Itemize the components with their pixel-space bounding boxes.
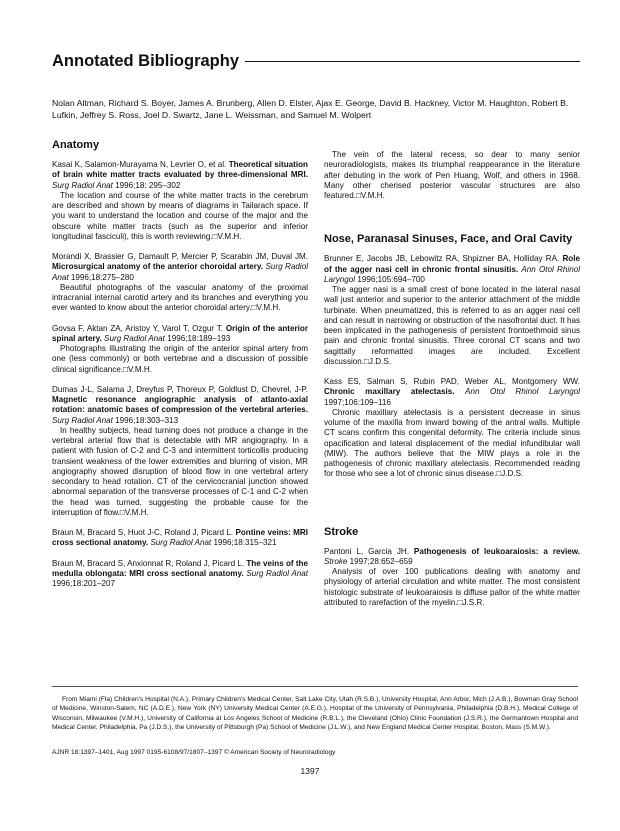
page-number: 1397	[300, 766, 320, 776]
entry-journal: Ann Otol Rhinol Laryngol	[465, 387, 580, 397]
entry-journal: Surg Radiol Anat	[150, 538, 212, 548]
bib-entry	[52, 252, 308, 314]
entry-title: Role of the agger nasi cell in chronic frontal sinusitis.	[324, 254, 580, 274]
bib-entry	[52, 559, 308, 590]
entry-authors: Brunner E, Jacobs JB, Lebowitz RA, Shpizner BA, Holliday RA.	[324, 254, 560, 264]
entry-title: Pathogenesis of leukoaraiosis: a review.	[413, 546, 580, 556]
citation	[52, 252, 308, 283]
entry-title: Origin of the anterior spinal artery.	[52, 323, 308, 343]
entry-abstract: In healthy subjects, head turning does not produce a change in the vertebral arterial flow that is detectable with MR angiography. In a patient with fusion of C-2 and C-3 and intermittent torticollis producing transient weakness of the lower extremities and blurring of vision, MR angiography showed disruption of blood flow in one vertebral artery secondary to head rotation. CT of the cervicocranial junction showed abnormal separation of the transverse processes of C-1 and C-2 when the head was turned, suggesting the probable cause for the interruption of flow.□V.M.H.	[52, 425, 308, 517]
entry-journal: Surg Radiol Anat	[52, 415, 113, 425]
entry-authors: Dumas J-L, Salama J, Dreyfus P, Thoreux P, Goldlust D, Chevrel, J-P.	[52, 384, 308, 394]
entry-journal: Surg Radiol Anat	[104, 333, 165, 343]
citation	[52, 160, 308, 191]
citation	[52, 324, 308, 345]
entry-abstract: Chronic maxillary atelectasis is a persistent decrease in sinus volume of the maxilla from inward bowing of the antral walls. Multiple CT scans confirm this congenital deformity. The criteria include sinus opacification and lateral displacement of the medial infundibular wall (MIW). The authors believe that the MIW plays a role in the pathogenesis of chronic maxillary atelectasis. Recommended reading for those who see a lot of chronic sinus disease.□J.D.S.	[324, 407, 580, 479]
section-heading-nose: Nose, Paranasal Sinuses, Face, and Oral Cavity	[324, 233, 573, 246]
entry-title: Pontine veins: MRI cross sectional anatomy.	[52, 528, 308, 548]
entry-journal: Ann Otol Rhinol Laryngol	[324, 264, 581, 284]
entry-title: Chronic maxillary atelectasis.	[324, 387, 455, 397]
bib-entry	[324, 254, 580, 367]
entry-title: The veins of the medulla oblongata: MRI cross sectional anatomy.	[52, 558, 308, 578]
entry-authors: Morandi X, Brassier G, Damault P, Mercier P, Scarabin JM, Duval JM.	[52, 252, 308, 261]
bib-entry	[52, 324, 308, 375]
entry-authors: Pantoni L, Garcia JH.	[324, 546, 409, 556]
affiliations-text: From Miami (Fla) Children’s Hospital (N.A.), Primary Children’s Medical Center, Salt Lake City, Utah (R.S.B.), University Hospital, Ann Arbor, Mich (J.A.B.), Bowman Gray School of Medicine, Winston-Salem, NC (A.D.E.), New York (NY) University Medical Center (A.E.G.), Hospital of the University of Pennsylvania, Philadelphia (D.B.H.), Medical College of Wisconsin, Milwaukee (V.M.H.), University of California at Los Angeles School of Medicine (R.B.L.), the Cleveland (Ohio) Clinic Foundation (J.S.R.), the Germantown Hospital and Medical Center, Philadelphia, Pa (J.D.S.), the University of Pittsburgh (Pa) School of Medicine (J.L.W.), and New England Medical Center Hospital, Boston, Mass (S.M.W.).	[52, 696, 578, 731]
journal-citation-line: AJNR 18:1397–1401, Aug 1997 0195-6108/97/1807–1397 © American Society of Neuroradiology	[52, 749, 336, 756]
entry-authors: Kasai K, Salamon-Murayama N, Levrier O, et al.	[52, 160, 227, 169]
bib-entry	[324, 547, 580, 609]
entry-ref: 1997;106:109–116	[324, 397, 391, 407]
entry-authors: Govsa F, Aktan ZA, Aristoy Y, Varol T, Ozgur T.	[52, 323, 224, 333]
entry-ref: 1996;18:315–321	[213, 538, 277, 548]
entry-ref: 1996;18: 295–302	[115, 180, 181, 190]
bib-entry	[52, 385, 308, 518]
entry-authors: Braun M, Bracard S, Anxionnat R, Roland J, Picard L.	[52, 558, 245, 568]
entry-ref: 1996;18:275–280	[70, 272, 134, 282]
right-column	[324, 150, 580, 618]
section-heading-stroke: Stroke	[324, 525, 359, 538]
page-title: Annotated Bibliography	[52, 52, 239, 70]
section-heading-anatomy: Anatomy	[52, 139, 100, 151]
citation	[324, 254, 580, 285]
bib-entry	[52, 160, 308, 242]
affiliation-footnote	[52, 686, 578, 732]
entry-ref: 1996;18:189–193	[167, 333, 231, 343]
entry-title: Theoretical situation of brain white matter tracts evaluated by three-dimensional MRI.	[52, 160, 308, 180]
citation	[324, 377, 580, 408]
entry-ref: 1996;18:303–313	[115, 415, 179, 425]
title-rule	[245, 61, 580, 62]
entry-abstract: The agger nasi is a small crest of bone located in the lateral nasal wall just anterior and superior to the anterior attachment of the middle turbinate. When pneumatized, this is referred to as an agger nasi cell and can result in narrowing or obstruction of the nasofrontal duct. It has been implicated in the pathogenesis of persistent frontoethmoid sinus pain and chronic frontal sinusitis. Three coronal CT scans and two sagittally reformatted images are included. Excellent discussion.□J.D.S.	[324, 285, 580, 366]
citation	[52, 559, 308, 590]
citation	[52, 528, 308, 549]
entry-authors: Braun M, Bracard S, Huot J-C, Roland J, Picard L.	[52, 528, 234, 537]
left-column	[52, 139, 308, 599]
citation	[52, 385, 308, 426]
entry-journal: Surg Radiol Anat	[52, 180, 113, 190]
entry-abstract: Photographs illustrating the origin of the anterior spinal artery from one (less commonly) or both vertebrae and a discussion of possible clinical significance.□V.M.H.	[52, 344, 308, 374]
entry-ref: 1997;28:652–659	[349, 556, 413, 566]
entry-title: Magnetic resonance angiographic analysis of atlanto-axial rotation: anatomic bases of compression of the vertebral arteries.	[52, 395, 308, 415]
entry-journal: Stroke	[324, 556, 348, 566]
bib-entry	[52, 528, 308, 549]
entry-ref: 1996;18:201–207	[52, 579, 116, 588]
entry-journal: Surg Radiol Anat	[246, 568, 309, 578]
entry-abstract: Analysis of over 100 publications dealing with anatomy and physiology of arterial circulation and white matter. The most consistent histologic substrate of leukoaraiosis is diffuse pallor of the white matter attributed to rarefaction of the myelin.□J.S.R.	[324, 567, 580, 607]
citation	[324, 547, 580, 568]
entry-journal: Surg Radiol Anat	[52, 262, 309, 282]
author-list: Nolan Altman, Richard S. Boyer, James A. Brunberg, Allen D. Elster, Ajax E. George, David B. Hackney, Victor M. Haughton, Robert B. Lufkin, Jeffrey S. Ross, Joel D. Swartz, Jane L. Weissman, and Samuel M. Wolpert	[52, 98, 569, 120]
entry-abstract: The location and course of the white matter tracts in the cerebrum are described and shown by means of diagrams in Tailarach space. If you want to understand the location and course of the major and the obscure white matter tracts (such as the superior and inferior longitudinal fasciculi), this is worth reviewing.□V.M.H.	[52, 190, 308, 241]
entry-title: Microsurgical anatomy of the anterior choroidal artery.	[52, 262, 264, 272]
entry-abstract: Beautiful photographs of the vascular anatomy of the proximal intracranial internal carotid artery and its branches and everything you ever wanted to know about the anterior choroidal artery.□V.M.H.	[52, 282, 308, 313]
bib-entry	[324, 377, 580, 480]
entry-abstract-continued: The vein of the lateral recess, so dear to many senior neuroradiologists, makes its triumphal reappearance in the literature after debuting in the work of Pen Huang, Wolf, and others in 1968. Many other cherised posterior vascular structures are also featured.□V.M.H.	[324, 150, 580, 200]
entry-authors: Kass ES, Salman S, Rubin PAD, Weber AL, Montgomery WW.	[324, 377, 580, 386]
title-row	[52, 52, 580, 71]
entry-ref: 1996;105:694–700	[357, 274, 425, 284]
